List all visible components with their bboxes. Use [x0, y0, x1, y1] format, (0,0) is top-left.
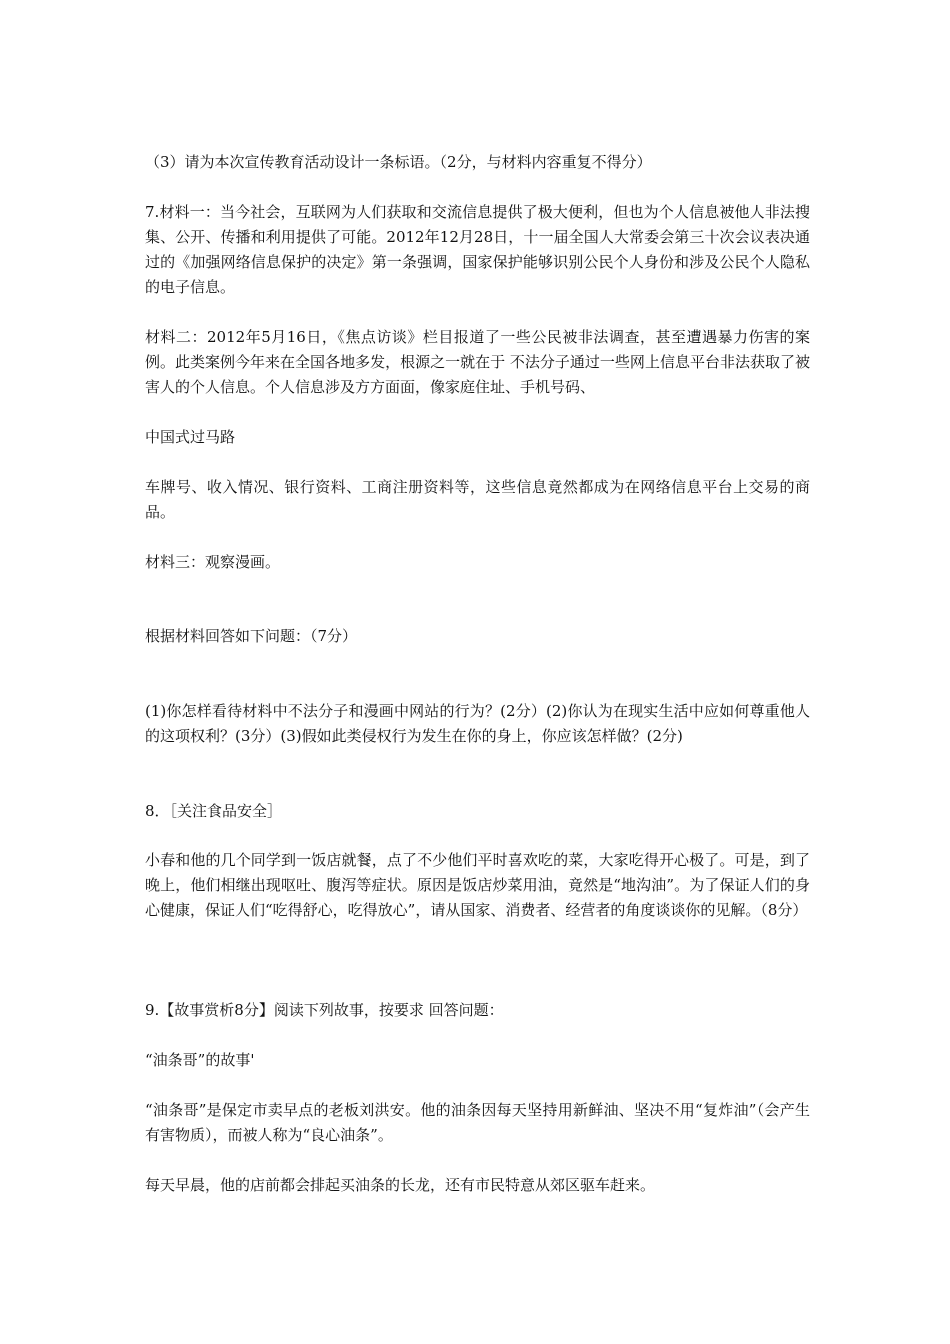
story-paragraph-2: 每天早晨，他的店前都会排起买油条的长龙，还有市民特意从郊区驱车赶来。	[145, 1176, 656, 1194]
question-7-material-two: 材料二：2012年5月16日，《焦点访谈》栏目报道了一些公民被非法调查，甚至遭遇暴力伤害的案例。此类案例今年来在全国各地多发，根源之一就在于 不法分子通过一些网上信息平台非法获取了被害人的个人信息。个人信息涉及方方面面，像家庭住址、手机号码、	[145, 328, 810, 396]
question-8-heading: 8．［关注食品安全］	[145, 802, 283, 820]
question-7-prompt: 根据材料回答如下问题：（7分）	[145, 627, 358, 645]
question-3-slogan: （3）请为本次宣传教育活动设计一条标语。（2分，与材料内容重复不得分）	[145, 153, 652, 171]
question-9-heading: 9.【故事赏析8分】阅读下列故事，按要求 回答问题：	[145, 1001, 504, 1019]
story-title: “油条哥”的故事'	[145, 1051, 255, 1069]
story-paragraph-1: “油条哥”是保定市卖早点的老板刘洪安。他的油条因每天坚持用新鲜油、坚决不用“复炸油”（会产生有害物质），而被人称为“良心油条”。	[145, 1101, 810, 1144]
material-two-continued: 车牌号、收入情况、银行资料、工商注册资料等，这些信息竟然都成为在网络信息平台上交易的商品。	[145, 478, 810, 521]
question-7-sub-questions: (1)你怎样看待材料中不法分子和漫画中网站的行为？(2分）(2)你认为在现实生活中应如何尊重他人的这项权利？(3分）(3)假如此类侵权行为发生在你的身上，你应该怎样做？(2分)	[145, 702, 810, 745]
cartoon-caption: 中国式过马路	[145, 428, 236, 446]
document-page	[145, 0, 810, 1344]
question-7-material-three: 材料三：观察漫画。	[145, 553, 281, 571]
question-8-body: 小春和他的几个同学到一饭店就餐，点了不少他们平时喜欢吃的菜，大家吃得开心极了。可是，到了晚上，他们相继出现呕吐、腹泻等症状。原因是饭店炒菜用油，竟然是“地沟油”。为了保证人们的身心健康，保证人们“吃得舒心，吃得放心”，请从国家、消费者、经营者的角度谈谈你的见解。（8分）	[145, 851, 810, 919]
question-7-material-one: 7.材料一：当今社会，互联网为人们获取和交流信息提供了极大便利，但也为个人信息被他人非法搜集、公开、传播和利用提供了可能。2012年12月28日，十一届全国人大常委会第三十次会议表决通过的《加强网络信息保护的决定》第一条强调，国家保护能够识别公民个人身份和涉及公民个人隐私的电子信息。	[145, 203, 810, 296]
